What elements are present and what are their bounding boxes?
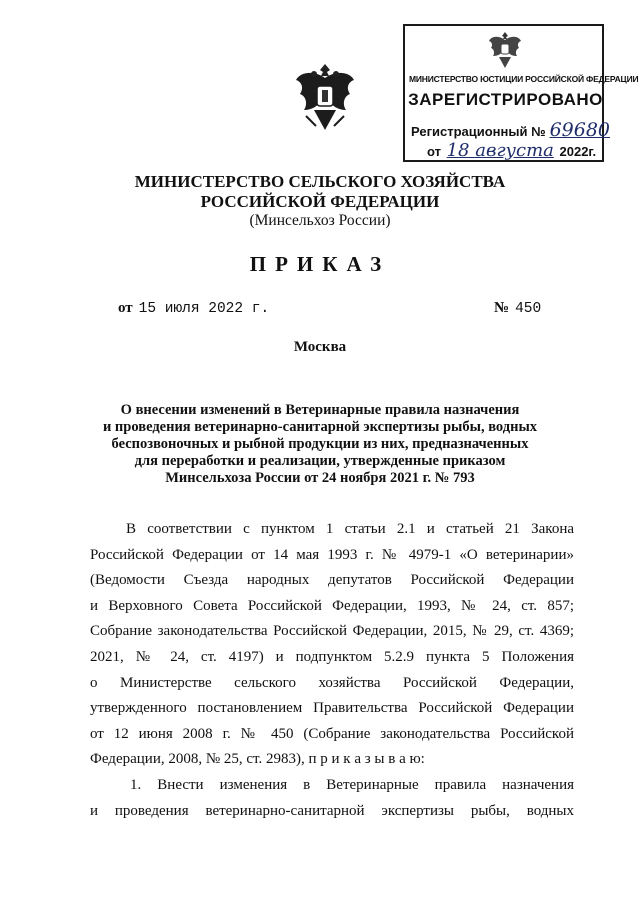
registration-stamp	[403, 24, 639, 162]
body-line: Собрание законодательства Российской Федерации, 2015, № 29, ст. 4369;	[90, 623, 574, 640]
body-line: от 12 июня 2008 г. № 450 (Собрание законодательства Российской	[90, 725, 574, 742]
document-type-title: ПРИКАЗ	[249, 252, 391, 276]
subject-line: О внесении изменений в Ветеринарные правила назначения	[120, 402, 520, 418]
subject-line: Минсельхоза России от 24 ноября 2021 г. № 793	[165, 470, 475, 486]
stamp-registration-number	[411, 119, 610, 141]
body-line: 1. Внести изменения в Ветеринарные правила назначения	[130, 776, 574, 793]
order-date-value: 15 июля 2022 г.	[138, 301, 270, 317]
order-city: Москва	[293, 339, 347, 355]
stamp-reg-label: Регистрационный №	[411, 124, 546, 139]
order-number-value: 450	[515, 301, 542, 317]
body-line: Российской Федерации от 14 мая 1993 г. № 4979-1 «О ветеринарии»	[90, 546, 574, 563]
body-line: утвержденного постановлением Правительства Российской Федерации	[90, 700, 574, 717]
stamp-date-year: 2022г.	[559, 144, 597, 159]
stamp-date-handwritten: 18 августа	[446, 140, 554, 161]
stamp-ministry-label: МИНИСТЕРСТВО ЮСТИЦИИ РОССИЙСКОЙ ФЕДЕРАЦИИ	[409, 74, 639, 84]
order-number-prefix: №	[494, 300, 510, 316]
order-number	[494, 300, 541, 317]
order-body	[90, 517, 574, 824]
order-subject	[100, 402, 540, 487]
stamp-emblem-icon	[487, 30, 523, 72]
stamp-date-prefix: от	[427, 144, 441, 159]
stamp-date	[427, 140, 596, 161]
order-date-prefix: от	[118, 300, 133, 316]
body-line: (Ведомости Съезда народных депутатов Российской Федерации	[90, 572, 574, 589]
order-date	[118, 300, 269, 317]
ministry-name-line-2: РОССИЙСКОЙ ФЕДЕРАЦИИ	[200, 192, 440, 211]
body-line: Федерации, 2008, № 25, ст. 2983), п р и к а з ы в а ю:	[90, 751, 425, 768]
body-line: В соответствии с пунктом 1 статьи 2.1 и статьей 21 Закона	[126, 521, 574, 537]
ministry-name-line-1: МИНИСТЕРСТВО СЕЛЬСКОГО ХОЗЯЙСТВА	[134, 172, 506, 191]
body-line: 2021, № 24, ст. 4197) и подпунктом 5.2.9 пункта 5 Положения	[90, 648, 574, 665]
coat-of-arms-emblem	[292, 60, 358, 138]
ministry-short-name: (Минсельхоз России)	[249, 212, 391, 229]
body-line: и проведения ветеринарно-санитарной экспертизы рыбы, водных	[90, 802, 574, 819]
subject-line: для переработки и реализации, утвержденные приказом	[134, 453, 506, 469]
body-line: и Верховного Совета Российской Федерации, 1993, № 24, ст. 857;	[90, 597, 574, 614]
stamp-status: ЗАРЕГИСТРИРОВАНО	[408, 90, 603, 109]
subject-line: и проведения ветеринарно-санитарной экспертизы рыбы, водных	[102, 419, 538, 435]
body-line: о Министерстве сельского хозяйства Российской Федерации,	[90, 674, 574, 691]
stamp-reg-number-handwritten: 69680	[549, 119, 611, 141]
subject-line: беспозвоночных и рыбной продукции из них, предназначенных	[111, 436, 529, 452]
